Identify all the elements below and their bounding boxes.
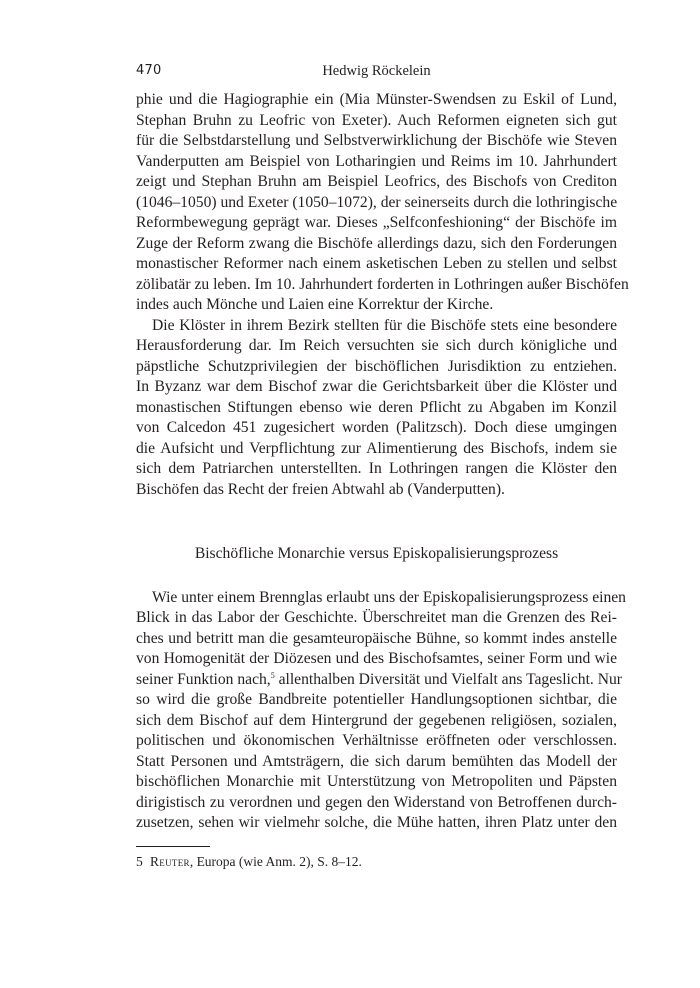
footnote-text: , Europa (wie Anm. 2), S. 8–12.: [189, 853, 362, 869]
text-line: dirigistisch zu verordnen und gegen den Widerstand von Betroffenen durch-: [136, 793, 617, 811]
text-line: Blick in das Labor der Geschichte. Überschreitet man die Grenzen des Rei-: [136, 609, 617, 626]
book-page: [136, 60, 629, 871]
footnote: [136, 853, 617, 871]
body-text: [136, 90, 629, 834]
text-line: so wird die große Bandbreite potentieller Handlungsoptionen sichtbar, die: [136, 691, 617, 708]
text-line: Herausforderung dar. Im Reich versuchten sie sich durch königliche und: [136, 337, 617, 354]
text-line: Stephan Bruhn zu Leofric von Exeter). Auch Reformen eigneten sich gut: [136, 111, 617, 129]
page-number: 470: [136, 63, 162, 78]
text-line: Die Klöster in ihrem Bezirk stellten für die Bischöfe stets eine besondere: [152, 316, 617, 334]
text-line: päpstliche Schutzprivilegien der bischöflichen Jurisdiktion zu entziehen.: [136, 357, 617, 375]
text-line: Vanderputten am Beispiel von Lotharingien und Reims im 10. Jahrhundert: [136, 152, 617, 170]
section-spacer: [136, 565, 617, 588]
text-line: Reformbewegung geprägt war. Dieses „Selfconfeshioning“ der Bischöfe im: [136, 214, 617, 231]
footnote-number: 5: [136, 853, 143, 869]
text-line: politischen und ökonomischen Verhältnisse eröffneten oder verschlossen.: [136, 732, 617, 749]
text-line: ches und betritt man die gesamteuropäische Bühne, so kommt indes anstelle: [136, 629, 617, 647]
text-line: monastischer Reformer nach einem asketischen Leben zu stellen und selbst: [136, 255, 617, 272]
text-line: Wie unter einem Brennglas erlaubt uns der Episkopalisierungsprozess einen: [152, 588, 626, 606]
text-line: indes auch Mönche und Laien eine Korrektur der Kirche.: [136, 296, 494, 313]
paragraph-1: [136, 90, 629, 316]
section-spacer: [136, 500, 617, 544]
text-line: die Aufsicht und Verpflichtung zur Alimentierung des Bischofs, indem sie: [136, 439, 617, 457]
paragraph-2: [136, 316, 617, 501]
running-head: [136, 60, 617, 82]
text-line: zölibatär zu leben. Im 10. Jahrhundert forderten in Lothringen außer Bischöfen: [136, 275, 629, 293]
text-line: von Homogenität der Diözesen und des Bischofsamtes, seiner Form und wie: [136, 650, 617, 667]
footnote-author: Reuter: [150, 853, 190, 869]
text-line: bischöflichen Monarchie mit Unterstützung von Metropoliten und Päpsten: [136, 773, 617, 790]
text-fragment: seiner Funktion nach,: [136, 670, 271, 688]
text-line: In Byzanz war dem Bischof zwar die Gerichtsbarkeit über die Klöster und: [136, 378, 617, 395]
text-line: sich dem Bischof auf dem Hintergrund der gegebenen religiösen, sozialen,: [136, 711, 617, 729]
text-line: phie und die Hagiographie ein (Mia Münster-Swendsen zu Eskil of Lund,: [136, 91, 617, 108]
text-line: zusetzen, sehen wir vielmehr solche, die Mühe hatten, ihren Platz unter den: [136, 814, 617, 831]
text-line: monastischen Stiftungen ebenso wie deren Pflicht zu Abgaben im Konzil: [136, 398, 617, 416]
text-line: (1046–1050) und Exeter (1050–1072), der seinerseits durch die lothringische: [136, 193, 618, 211]
section-heading: Bischöfliche Monarchie versus Episkopalisierungsprozess: [194, 545, 559, 562]
text-line: Bischöfen das Recht der freien Abtwahl ab (Vanderputten).: [136, 480, 505, 498]
text-line: Statt Personen und Amtsträgern, die sich darum bemühten das Modell der: [136, 752, 617, 770]
paragraph-3: [136, 588, 626, 834]
text-line: für die Selbstdarstellung und Selbstverwirklichung der Bischöfe wie Steven: [136, 132, 617, 149]
text-line: Zuge der Reform zwang die Bischöfe allerdings dazu, sich den Forderungen: [136, 234, 617, 252]
footnote-divider: [136, 846, 210, 847]
footnote-reference[interactable]: 5: [270, 670, 275, 680]
text-line-with-footnote-ref: [136, 670, 622, 691]
text-line: sich dem Patriarchen unterstellten. In Lothringen rangen die Klöster den: [136, 460, 617, 477]
text-fragment: allenthalben Diversität und Vielfalt ans Tageslicht. Nur: [274, 670, 622, 688]
text-line: von Calcedon 451 zugesichert worden (Palitzsch). Doch diese umgingen: [136, 419, 617, 436]
text-line: zeigt und Stephan Bruhn am Beispiel Leofrics, des Bischofs von Crediton: [136, 173, 617, 190]
running-title: Hedwig Röckelein: [322, 63, 431, 79]
